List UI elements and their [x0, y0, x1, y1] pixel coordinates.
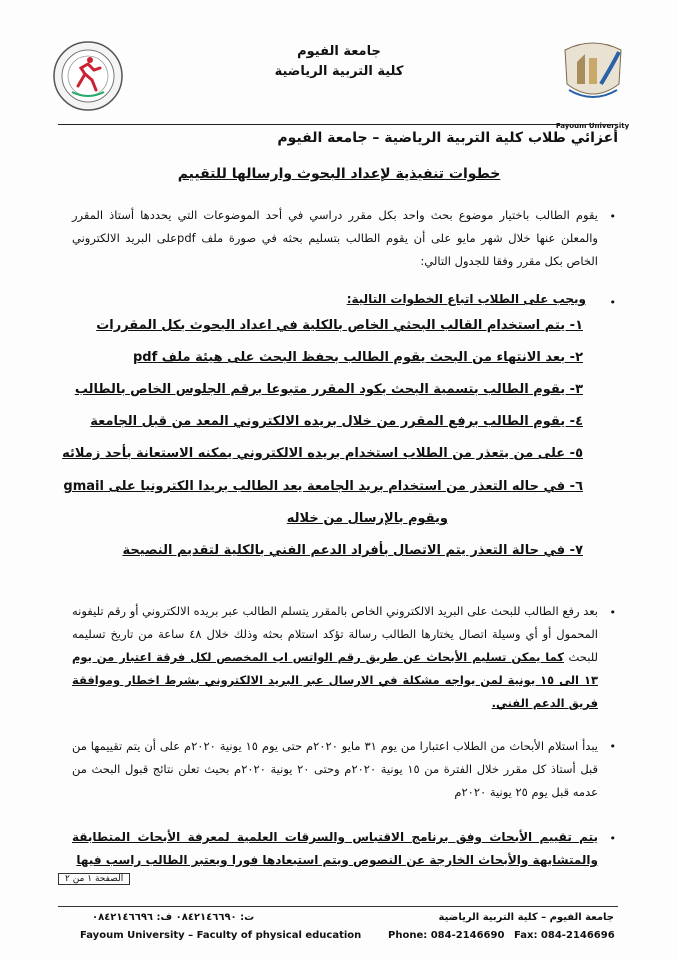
intro-paragraph: يقوم الطالب باختيار موضوع بحث واحد بكل مقرر دراسي في أحد الموضوعات التي يحددها أستاذ المقرر والمعلن عنها خلال شهر مايو على أن يقوم الطالب بتسليم بحثه في صورة ملف pdfعلى البريد الالكتروني الخاص بكل مقرر وفقا للجدول التالي: — [72, 208, 598, 268]
footer-arabic-phones: ت: ٠٨٤٢١٤٦٦٩٠ ف: ٠٨٤٢١٤٦٦٩٦ — [92, 912, 255, 923]
faculty-logo-icon — [52, 40, 124, 112]
page-number: الصفحة ١ من ٢ — [58, 873, 130, 885]
footer-phone: Phone: 084-2146690 — [388, 930, 505, 941]
steps-intro: ويجب على الطلاب اتباع الخطوات التالية: — [346, 292, 586, 306]
whatsapp-note: كما يمكن تسليم الأبحاث عن طريق رقم الواتس اب المخصص لكل فرقة اعتبار من يوم ١٣ الى ١٥ يونية لمن يواجه مشكلة في الارسال عبر البريد الالكتروني بشرط اخطار وموافقة فريق الدعم الفني. — [72, 650, 598, 710]
upload-confirmation-text: بعد رفع الطالب للبحث على البريد الالكتروني الخاص بالمقرر يتسلم الطالب عبر بريده الالكتروني أو رقم تليفونه المحمول أو أي وسيلة اتصال يختارها الطالب رسالة تؤكد استلام بحثه وذلك خلال ٤٨ ساعة من تاريخ تسليمه للبحث — [72, 604, 599, 664]
bullet-marker: • — [609, 296, 616, 309]
bullet-marker: • — [609, 740, 616, 753]
bullet-marker: • — [609, 606, 616, 619]
document-title: خطوات تنفيذية لإعداد البحوث وارسالها للتقييم — [177, 166, 501, 182]
step-item: ٥- على من يتعذر من الطلاب استخدام بريده الالكتروني يمكنه الاستعانة بأحد زملائه — [62, 446, 583, 461]
upload-confirmation-paragraph — [72, 600, 598, 715]
footer-arabic-name: جامعة الفيوم – كلية التربية الرياضية — [438, 912, 614, 923]
university-logo-icon — [555, 40, 630, 120]
faculty-name: كلية التربية الرياضية — [274, 64, 404, 79]
footer-divider — [58, 906, 618, 907]
step-item: ٢- بعد الانتهاء من البحث يقوم الطالب بحفظ البحث على هيئة ملف pdf — [132, 350, 583, 365]
bullet-marker: • — [609, 210, 616, 223]
footer-fax: Fax: 084-2146696 — [514, 930, 615, 941]
evaluation-paragraph: يتم تقييم الأبحاث وفق برنامج الاقتباس والسرقات العلمية لمعرفة الأبحاث المتطابقة والمتشابهة والأبحاث الخارجة عن النصوص ويتم استبعادها فورا ويعتبر الطالب راسب فيها — [72, 830, 598, 867]
step-item: ٧- في حالة التعذر يتم الاتصال بأفراد الدعم الفني بالكلية لتقديم النصيحة — [122, 543, 583, 558]
step-item: ١- يتم استخدام القالب البحثي الخاص بالكلية في اعداد البحوث بكل المقررات — [96, 318, 583, 333]
university-logo-caption: Fayoum University — [555, 122, 630, 130]
university-name: جامعة الفيوم — [297, 44, 381, 59]
salutation: أعزائي طلاب كلية التربية الرياضية – جامعة الفيوم — [277, 130, 618, 146]
bullet-marker: • — [609, 832, 616, 845]
step-item: ٦- في حاله التعذر من استخدام بريد الجامعة يعد الطالب بريدا الكترونيا على gmail — [63, 479, 583, 494]
step-item: ٤- يقوم الطالب برفع المقرر من خلال بريده الالكتروني المعد من قبل الجامعة — [90, 414, 583, 429]
header-divider — [58, 124, 618, 125]
step-item: ويقوم بالإرسال من خلاله — [286, 511, 448, 526]
step-item: ٣- يقوم الطالب بتسمية البحث بكود المقرر متبوعا برقم الجلوس الخاص بالطالب — [74, 382, 583, 397]
schedule-paragraph: يبدأ استلام الأبحاث من الطلاب اعتبارا من يوم ٣١ مايو ٢٠٢٠م حتى يوم ١٥ يونية ٢٠٢٠م على أن يتم تقييمها من قبل أستاذ كل مقرر خلال الفترة من ١٥ يونية ٢٠٢٠م وحتى ٢٠ يونية ٢٠٢٠م بحيث تعلن نتائج قبول البحث من عدمه قبل يوم ٢٥ يونية ٢٠٢٠م — [72, 739, 599, 799]
footer-english-name: Fayoum University – Faculty of physical education — [80, 930, 362, 941]
letterhead — [0, 30, 678, 130]
